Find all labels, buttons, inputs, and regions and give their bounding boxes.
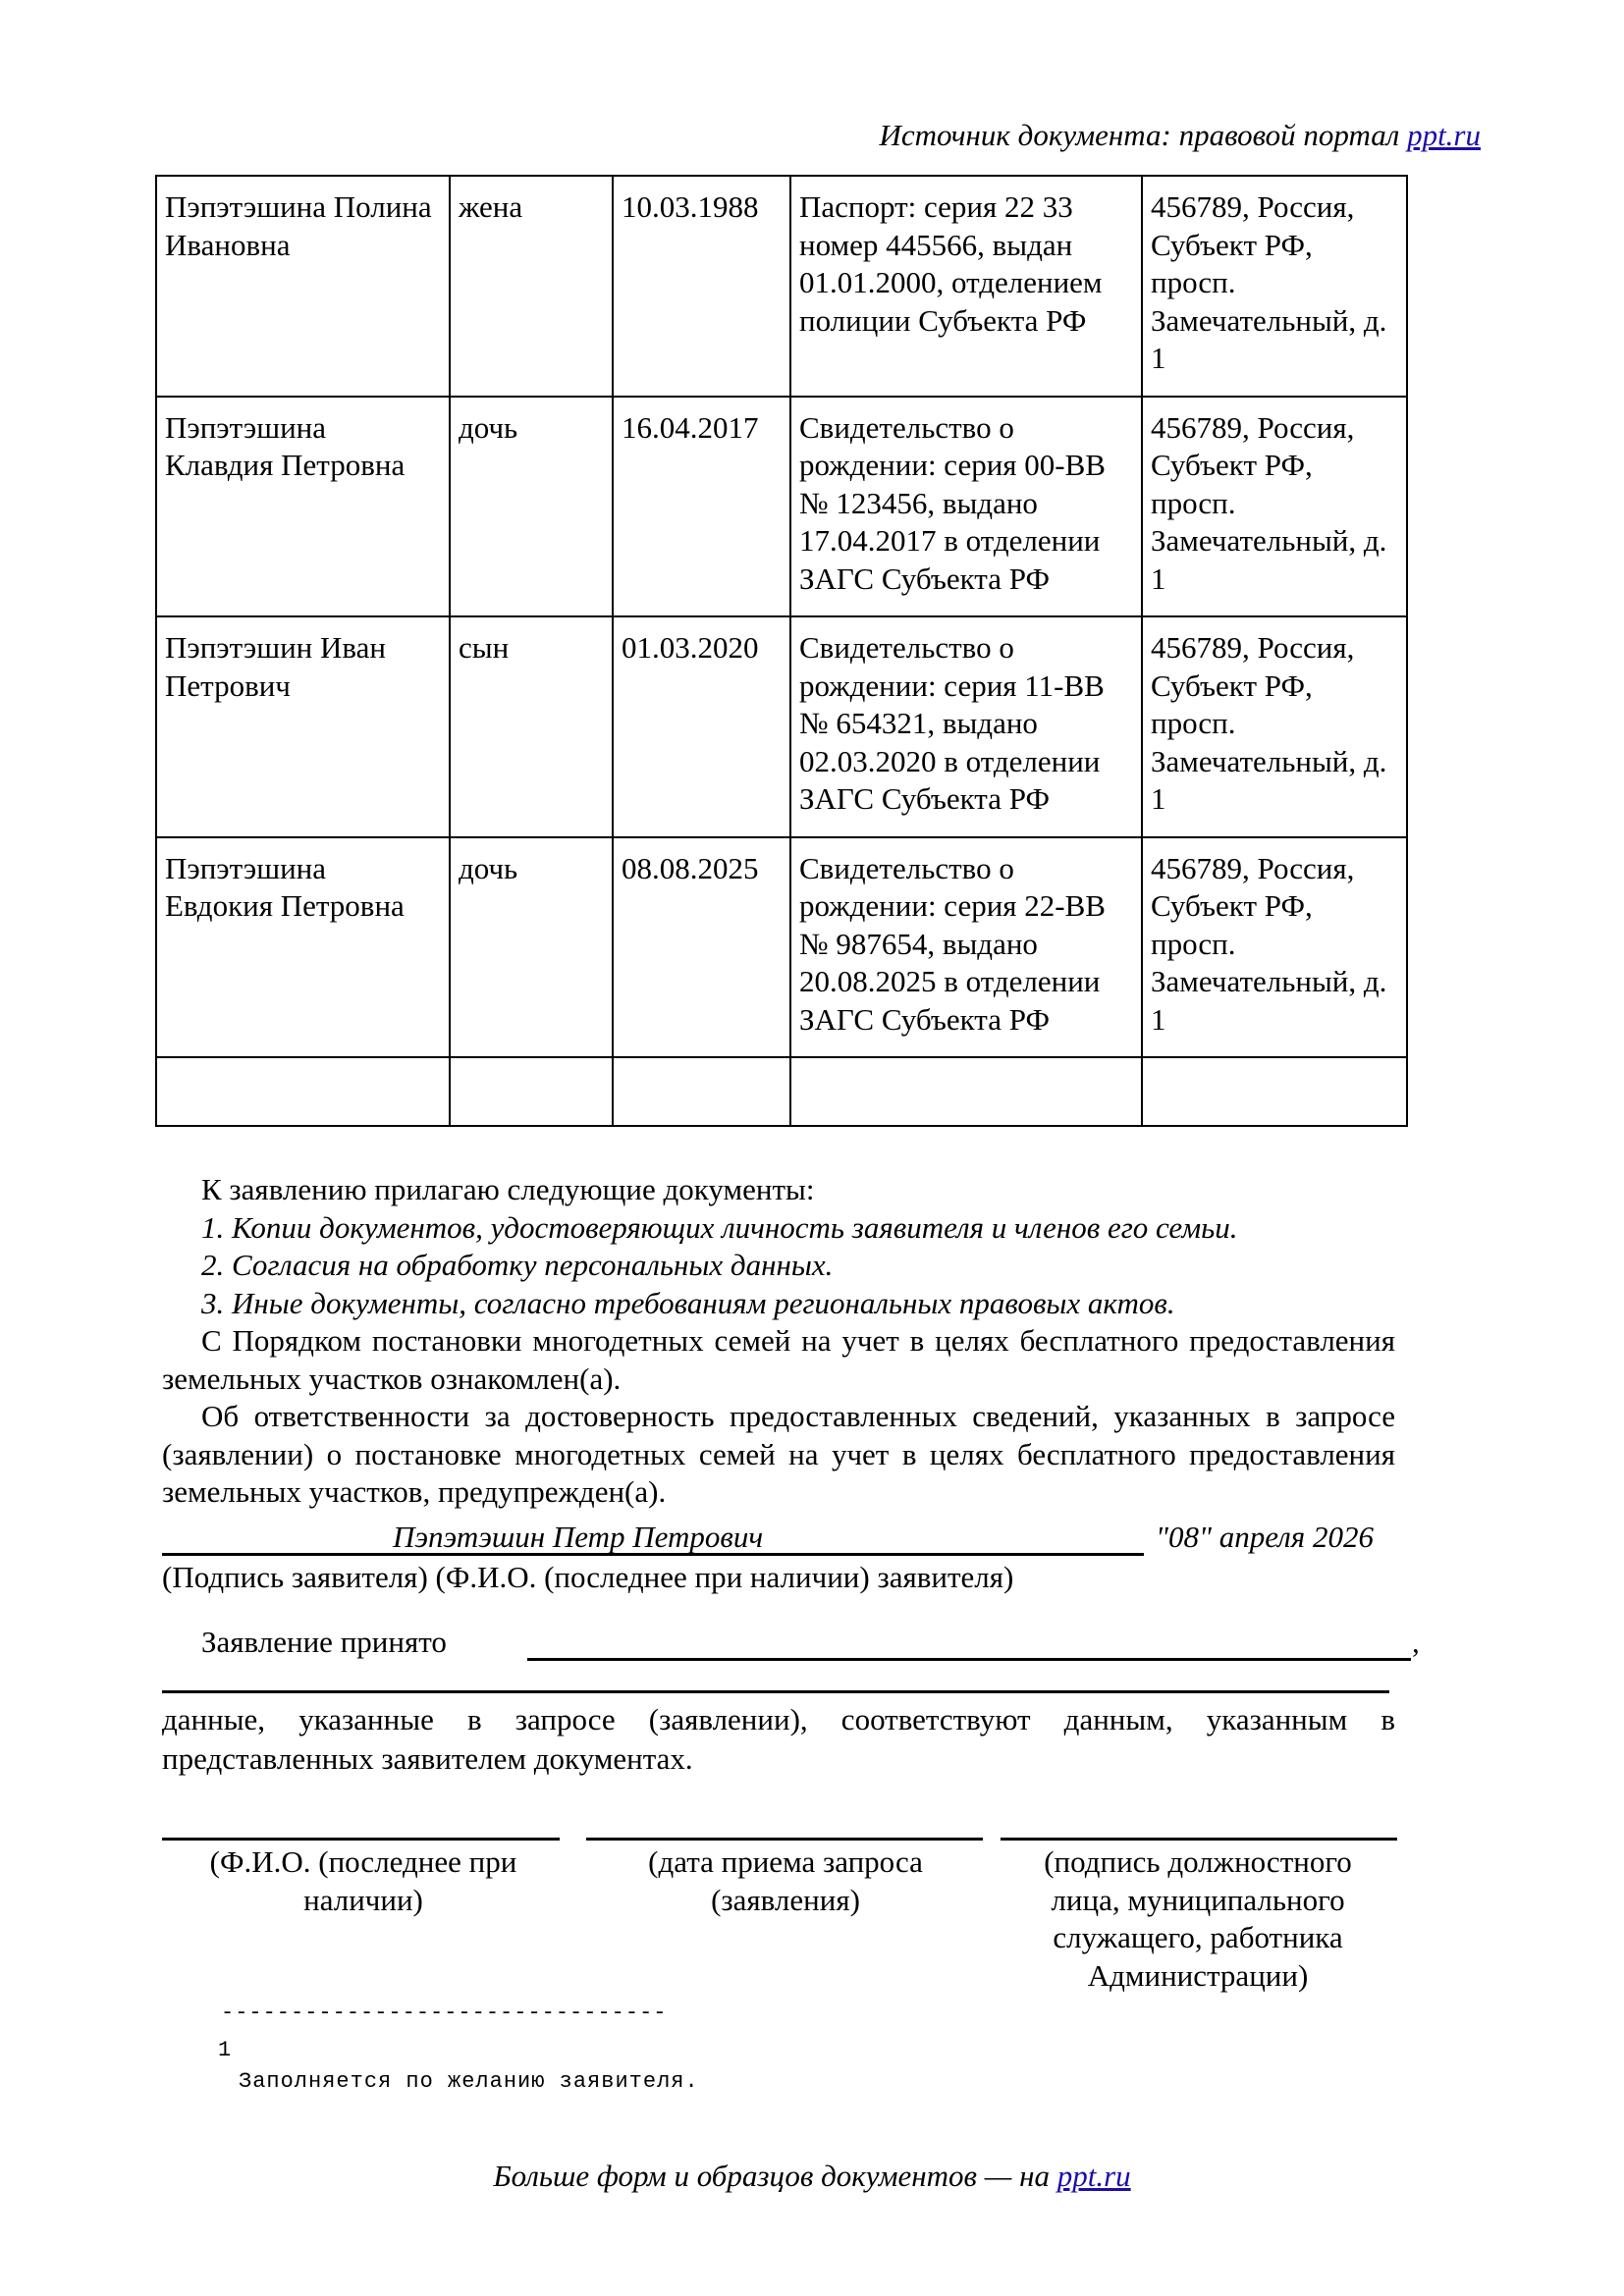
member-address: 456789, Россия, Субъект РФ, просп. Замечательный, д. 1	[1142, 616, 1407, 837]
table-row-empty	[156, 1057, 1407, 1126]
member-name: Пэпэтэшин Иван Петрович	[156, 616, 450, 837]
official-signature-caption: (подпись должностного лица, муниципального служащего, работника Администрации)	[1044, 1844, 1352, 1993]
applicant-signature-row	[162, 1518, 1399, 1557]
source-link[interactable]: ppt.ru	[1407, 118, 1481, 152]
acceptance-date-caption: (дата приема запроса (заявления)	[648, 1844, 923, 1917]
list-item: 1. Копии документов, удостоверяющих личность заявителя и членов его семьи.	[201, 1209, 1238, 1245]
table-row	[156, 397, 1407, 617]
attachments-section	[162, 1171, 1395, 1512]
list-item: 3. Иные документы, согласно требованиям региональных правовых актов.	[201, 1285, 1175, 1320]
member-relation: дочь	[450, 837, 613, 1058]
member-relation: дочь	[450, 397, 613, 617]
data-match-statement	[162, 1700, 1395, 1779]
empty-cell	[1142, 1057, 1407, 1126]
official-name-line	[162, 1838, 560, 1841]
member-document: Паспорт: серия 22 33 номер 445566, выдан 01.01.2000, отделением полиции Субъекта РФ	[790, 176, 1142, 397]
table-row	[156, 616, 1407, 837]
official-name-caption: (Ф.И.О. (последнее при наличии)	[209, 1844, 517, 1917]
member-relation: жена	[450, 176, 613, 397]
acceptance-label: Заявление принято	[201, 1625, 447, 1659]
table-row	[156, 837, 1407, 1058]
signature-caption: (Подпись заявителя) (Ф.И.О. (последнее при наличии) заявителя)	[162, 1560, 1014, 1594]
application-date: "08" апреля 2026	[1156, 1520, 1374, 1554]
source-note	[880, 116, 1482, 155]
empty-cell	[450, 1057, 613, 1126]
member-birth-date: 16.04.2017	[613, 397, 790, 617]
member-birth-date: 08.08.2025	[613, 837, 790, 1058]
member-name: Пэпэтэшина Полина Ивановна	[156, 176, 450, 397]
footer-prefix: Больше форм и образцов документов — на	[493, 2159, 1057, 2193]
acceptance-line	[527, 1623, 1411, 1661]
familiar-statement: С Порядком постановки многодетных семей на учет в целях бесплатного предоставления земельных участков ознакомлен(а).	[162, 1323, 1395, 1396]
table-row	[156, 176, 1407, 397]
member-document: Свидетельство о рождении: серия 22-ВВ № 987654, выдано 20.08.2025 в отделении ЗАГС Субъекта РФ	[790, 837, 1142, 1058]
applicant-name: Пэпэтэшин Петр Петрович	[393, 1520, 764, 1554]
empty-cell	[613, 1057, 790, 1126]
empty-cell	[156, 1057, 450, 1126]
source-prefix: Источник документа: правовой портал	[879, 118, 1408, 152]
list-item: 2. Согласия на обработку персональных данных.	[201, 1248, 834, 1282]
member-document: Свидетельство о рождении: серия 11-ВВ № 654321, выдано 02.03.2020 в отделении ЗАГС Субъекта РФ	[790, 616, 1142, 837]
member-address: 456789, Россия, Субъект РФ, просп. Замечательный, д. 1	[1142, 837, 1407, 1058]
footer-link[interactable]: ppt.ru	[1056, 2159, 1131, 2193]
member-name: Пэпэтэшина Евдокия Петровна	[156, 837, 450, 1058]
member-address: 456789, Россия, Субъект РФ, просп. Замечательный, д. 1	[1142, 176, 1407, 397]
acceptance-line-2	[162, 1690, 1389, 1693]
acceptance-comma: ,	[1412, 1625, 1420, 1659]
footnote-text: Заполняется по желанию заявителя.	[239, 2069, 699, 2094]
acceptance-date-line	[586, 1838, 983, 1841]
member-document: Свидетельство о рождении: серия 00-ВВ № 123456, выдано 17.04.2017 в отделении ЗАГС Субъекта РФ	[790, 397, 1142, 617]
member-name: Пэпэтэшина Клавдия Петровна	[156, 397, 450, 617]
member-address: 456789, Россия, Субъект РФ, просп. Замечательный, д. 1	[1142, 397, 1407, 617]
member-relation: сын	[450, 616, 613, 837]
attachments-intro: К заявлению прилагаю следующие документы:	[201, 1172, 815, 1206]
footer-note	[0, 2157, 1624, 2196]
footnote-separator: --------------------------------	[221, 2001, 668, 2025]
acceptance-row	[201, 1623, 1420, 1662]
official-signature-line	[1001, 1838, 1397, 1841]
empty-cell	[790, 1057, 1142, 1126]
family-members-table	[155, 175, 1408, 1127]
member-birth-date: 10.03.1988	[613, 176, 790, 397]
match-text: данные, указанные в запросе (заявлении), соответствуют данным, указанным в представленных заявителем документах.	[162, 1702, 1395, 1776]
footnote-number: 1	[218, 2038, 232, 2062]
responsibility-statement: Об ответственности за достоверность предоставленных сведений, указанных в запросе (заявлении) о постановке многодетных семей на учет в целях бесплатного предоставления земельных участков, предупрежден(а).	[162, 1399, 1395, 1509]
attachments-list	[162, 1209, 1395, 1323]
member-birth-date: 01.03.2020	[613, 616, 790, 837]
